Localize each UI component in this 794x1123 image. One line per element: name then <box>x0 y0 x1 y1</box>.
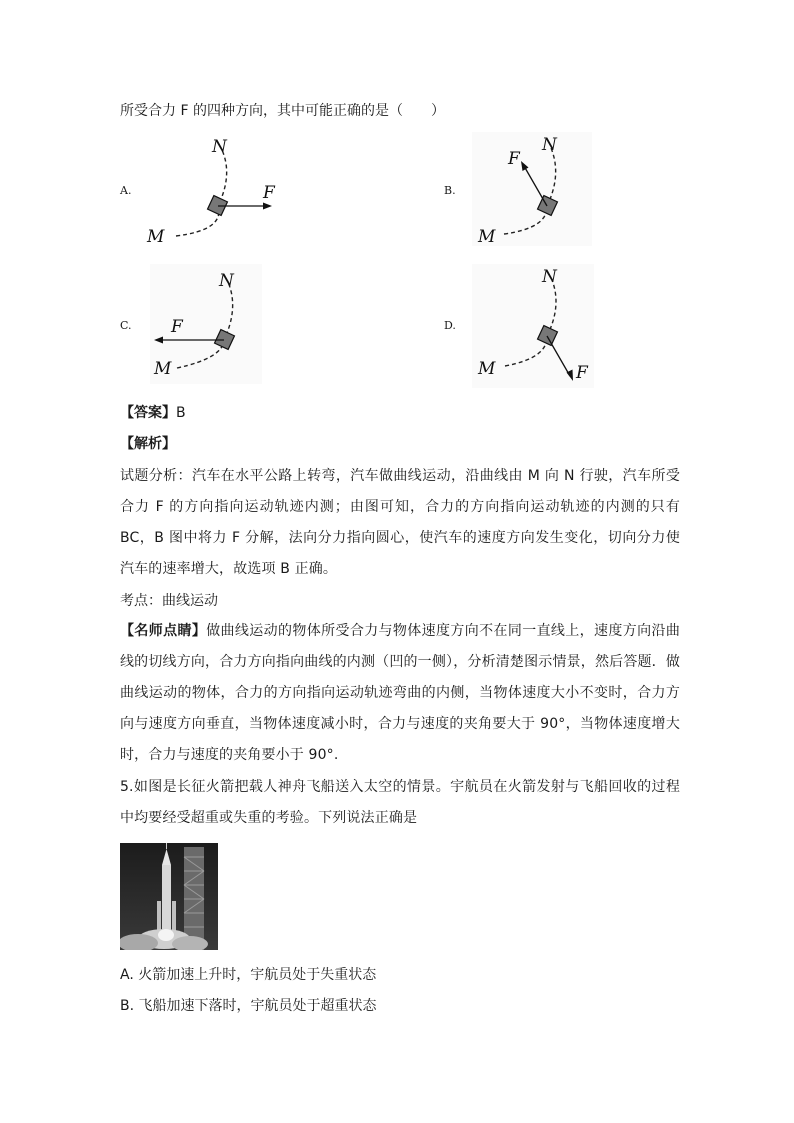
rocket-nose <box>162 849 171 865</box>
label-m: M <box>478 227 496 247</box>
answer-value: B <box>176 405 186 421</box>
label-m: M <box>478 359 496 379</box>
label-n: N <box>212 137 227 157</box>
rocket-launch-photo <box>120 843 218 950</box>
rocket-body <box>162 865 171 931</box>
answer-label: 【答案】 <box>120 405 176 421</box>
label-n: N <box>542 267 557 287</box>
question-intro: 所受合力 F 的四种方向，其中可能正确的是（ ） <box>120 103 445 119</box>
figure-a <box>140 130 300 250</box>
booster-left <box>157 901 161 931</box>
label-f: F <box>508 149 520 169</box>
answer-line <box>120 403 186 423</box>
option-d-label: D. <box>444 319 456 332</box>
figure-b <box>470 130 600 250</box>
tip-label: 【名师点睛】 <box>120 623 207 639</box>
kaodian: 考点：曲线运动 <box>120 593 218 609</box>
option-c-label: C. <box>120 319 132 332</box>
figure-d <box>470 262 600 392</box>
booster-right <box>172 901 176 931</box>
label-m: M <box>147 227 165 247</box>
arrow-head <box>263 203 272 210</box>
label-n: N <box>542 135 557 155</box>
tip-text: 做曲线运动的物体所受合力与物体速度方向不在同一直线上，速度方向沿曲线的切线方向，合力方向指向曲线的内测（凹的一侧），分析清楚图示情景，然后答题．做曲线运动的物体，合力的方向指向运动轨迹弯曲的内侧，当物体速度大小不变时，合力方向与速度方向垂直，当物体速度减小时，合力与速度的夹角要大于 90°，当物体速度增大时，合力与速度的夹角要小于 90°. <box>120 623 680 763</box>
label-f: F <box>576 363 588 383</box>
analysis-paragraph: 试题分析：汽车在水平公路上转弯，汽车做曲线运动，沿曲线由 M 向 N 行驶，汽车所受合力 F 的方向指向运动轨迹内测；由图可知，合力的方向指向运动轨迹的内测的只有 BC，B 图中将力 F 分解，法向分力指向圆心，使汽车的速度方向发生变化，切向分力使汽车的速率增大，故选项 B 正确。 <box>120 468 680 577</box>
label-f: F <box>263 183 275 203</box>
q5-option-b: B. 飞船加速下落时，宇航员处于超重状态 <box>120 998 377 1014</box>
tip-paragraph <box>120 616 680 771</box>
trajectory-curve <box>176 150 227 236</box>
label-n: N <box>219 271 234 291</box>
label-f: F <box>171 317 183 337</box>
launch-flame <box>158 929 174 941</box>
q5-option-a: A. 火箭加速上升时，宇航员处于失重状态 <box>120 967 377 983</box>
figure-c <box>145 262 265 387</box>
label-m: M <box>154 359 172 379</box>
analysis-label: 【解析】 <box>120 436 176 452</box>
question-5-text: 5.如图是长征火箭把载人神舟飞船送入太空的情景。宇航员在火箭发射与飞船回收的过程中均要经受超重或失重的考验。下列说法正确是 <box>120 779 680 826</box>
option-a-label: A. <box>120 184 132 197</box>
option-b-label: B. <box>444 184 456 197</box>
rocket-illustration <box>120 843 218 950</box>
